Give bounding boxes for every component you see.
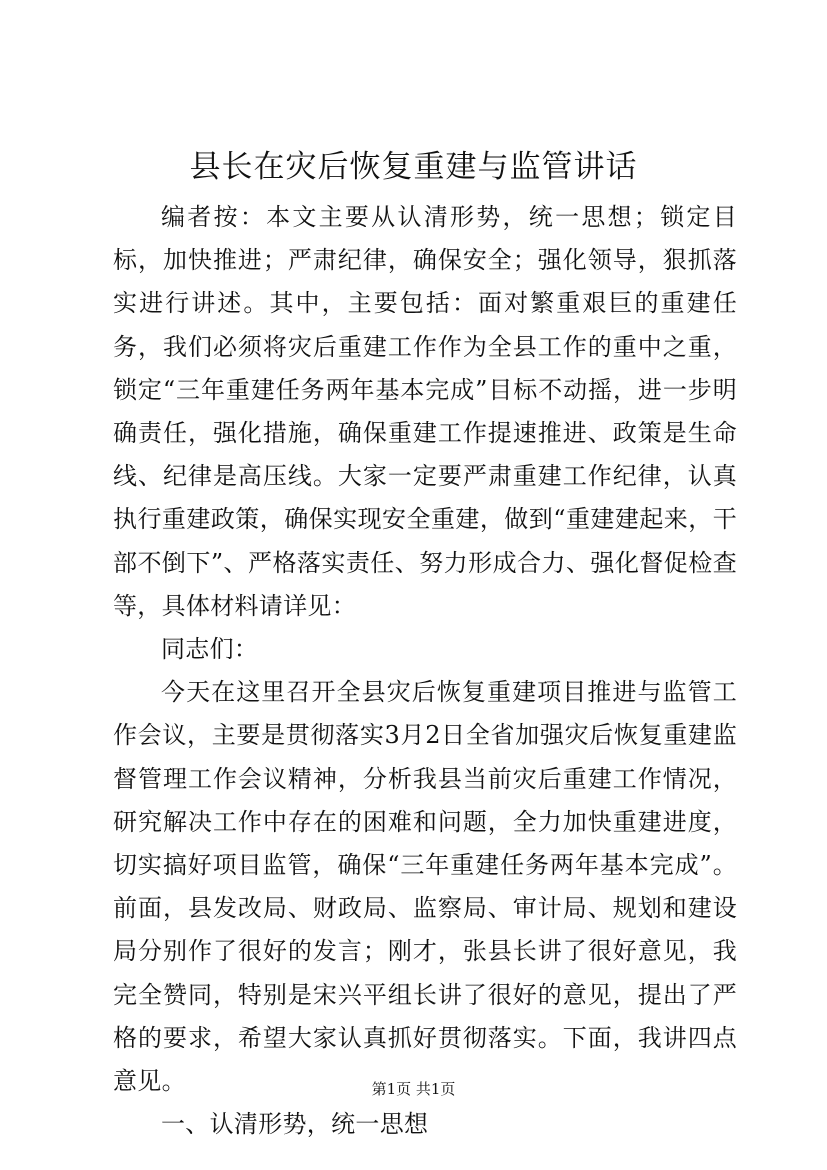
- page-footer: 第1页 共1页: [371, 1080, 456, 1098]
- speech-intro-paragraph: 今天在这里召开全县灾后恢复重建项目推进与监管工作会议，主要是贯彻落实3月2日全省加强灾后恢复重建监督管理工作会议精神，分析我县当前灾后重建工作情况，研究解决工作中存在的困难和问题，全力加快重建进度，切实搞好项目监管，确保“三年重建任务两年基本完成”。前面，县发改局、财政局、监察局、审计局、规划和建设局分别作了很好的发言；刚才，张县长讲了很好意见，我完全赞同，特别是宋兴平组长讲了很好的意见，提出了严格的要求，希望大家认真抓好贯彻落实。下面，我讲四点意见。: [113, 678, 737, 1096]
- document-body: [113, 196, 737, 1146]
- salutation-paragraph: 同志们：: [161, 635, 259, 664]
- document-title: 县长在灾后恢复重建与监管讲话: [189, 149, 638, 185]
- editor-note-paragraph: 编者按：本文主要从认清形势，统一思想；锁定目标，加快推进；严肃纪律，确保安全；强化领导，狠抓落实进行讲述。其中，主要包括：面对繁重艰巨的重建任务，我们必须将灾后重建工作作为全县工作的重中之重，锁定“三年重建任务两年基本完成”目标不动摇，进一步明确责任，强化措施，确保重建工作提速推进、政策是生命线、纪律是高压线。大家一定要严肃重建工作纪律，认真执行重建政策，确保实现安全重建，做到“重建建起来，干部不倒下”、严格落实责任、努力形成合力、强化督促检查等，具体材料请详见：: [113, 203, 737, 620]
- section-heading: 一、认清形势，统一思想: [161, 1110, 429, 1139]
